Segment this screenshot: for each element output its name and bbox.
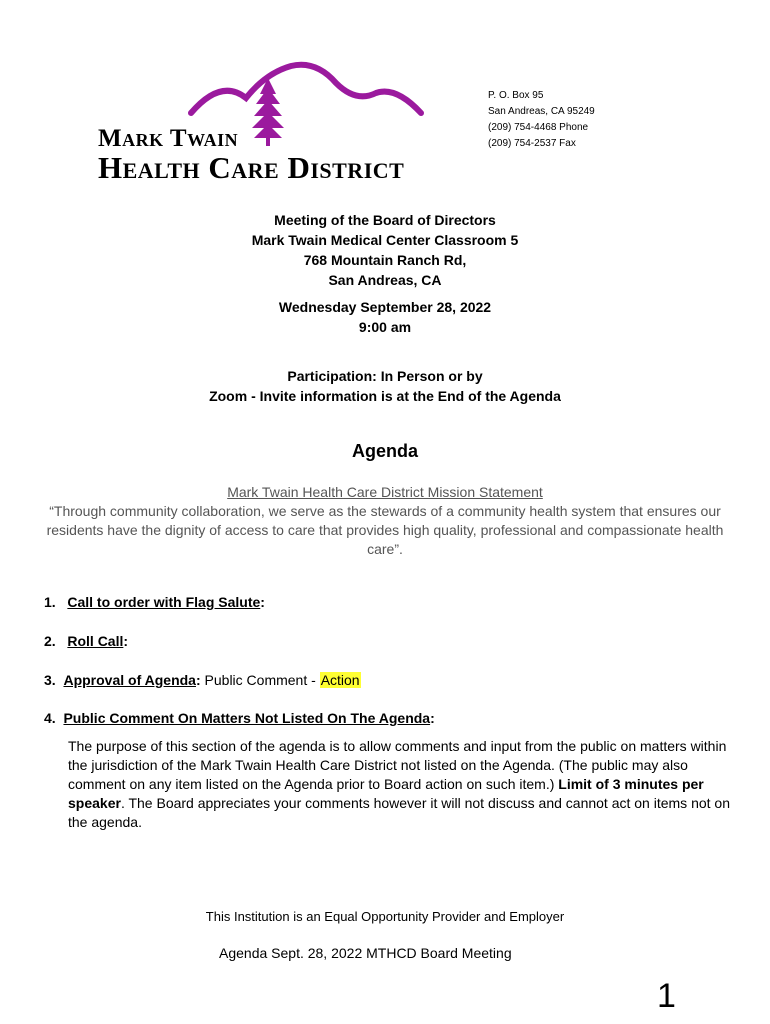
meeting-time: 9:00 am <box>358 319 412 335</box>
address-po-box: P. O. Box 95 <box>488 90 544 101</box>
address-city: San Andreas, CA 95249 <box>488 106 595 117</box>
agenda-item-colon: : <box>123 633 129 649</box>
address-phone: (209) 754-4468 Phone <box>488 122 589 133</box>
agenda-item-detail: Public Comment - <box>200 672 320 688</box>
agenda-heading: Agenda <box>351 441 418 461</box>
meeting-title: Meeting of the Board of Directors <box>274 212 496 228</box>
participation-info <box>0 366 770 406</box>
logo-text-line1: Mark Twain <box>98 125 239 152</box>
agenda-item-colon: : <box>430 710 435 726</box>
address-fax: (209) 754-2537 Fax <box>488 138 576 149</box>
public-comment-description <box>68 737 733 832</box>
logo-text-line2: Health Care District <box>98 150 405 185</box>
meeting-datetime <box>0 297 770 337</box>
district-address <box>488 88 595 152</box>
agenda-item-label: Roll Call <box>67 633 124 649</box>
agenda-item-colon: : <box>195 672 201 688</box>
mission-text: “Through community collaboration, we serve as the stewards of a community health system that ensures our residents have the dignity of access to care that provides high quality, professional and compassionate health care”. <box>46 503 724 557</box>
agenda-item-colon: : <box>260 594 265 610</box>
agenda-item-number: 3. <box>44 672 56 688</box>
agenda-item-3 <box>44 671 361 689</box>
mission-statement <box>40 483 730 559</box>
mission-title: Mark Twain Health Care District Mission Statement <box>227 484 543 500</box>
meeting-date: Wednesday September 28, 2022 <box>278 299 492 315</box>
page-number: 1 <box>657 977 676 1015</box>
agenda-item-2 <box>44 632 128 650</box>
agenda-item-number: 4. <box>44 710 56 726</box>
document-footer-title: Agenda Sept. 28, 2022 MTHCD Board Meeting <box>219 945 512 961</box>
agenda-item-1 <box>44 593 265 611</box>
agenda-item-label: Approval of Agenda <box>63 672 196 688</box>
agenda-item-label: Call to order with Flag Salute <box>67 594 261 610</box>
agenda-item-4 <box>44 709 435 727</box>
meeting-location: Mark Twain Medical Center Classroom 5 <box>251 232 519 248</box>
action-highlight: Action <box>320 672 360 688</box>
participation-line2: Zoom - Invite information is at the End of the Agenda <box>209 388 561 404</box>
agenda-item-number: 2. <box>44 633 56 649</box>
equal-opportunity-notice: This Institution is an Equal Opportunity Provider and Employer <box>205 909 565 924</box>
agenda-item-number: 1. <box>44 594 56 610</box>
meeting-city: San Andreas, CA <box>328 272 442 288</box>
agenda-item-label: Public Comment On Matters Not Listed On The Agenda <box>63 710 431 726</box>
public-comment-text-b: . The Board appreciates your comments however it will not discuss and cannot act on items not on the agenda. <box>68 795 730 830</box>
district-logo <box>96 58 436 183</box>
public-comment-text-a: The purpose of this section of the agenda is to allow comments and input from the public on matters within the jurisdiction of the Mark Twain Health Care District not listed on the Agenda. (The public may also comment on any item listed on the Agenda prior to Board action on such item.) <box>68 738 727 792</box>
speaker-limit: Limit of 3 minutes per speaker <box>68 776 704 811</box>
participation-line1: Participation: In Person or by <box>287 368 483 384</box>
meeting-header <box>0 210 770 290</box>
meeting-street: 768 Mountain Ranch Rd, <box>303 252 467 268</box>
